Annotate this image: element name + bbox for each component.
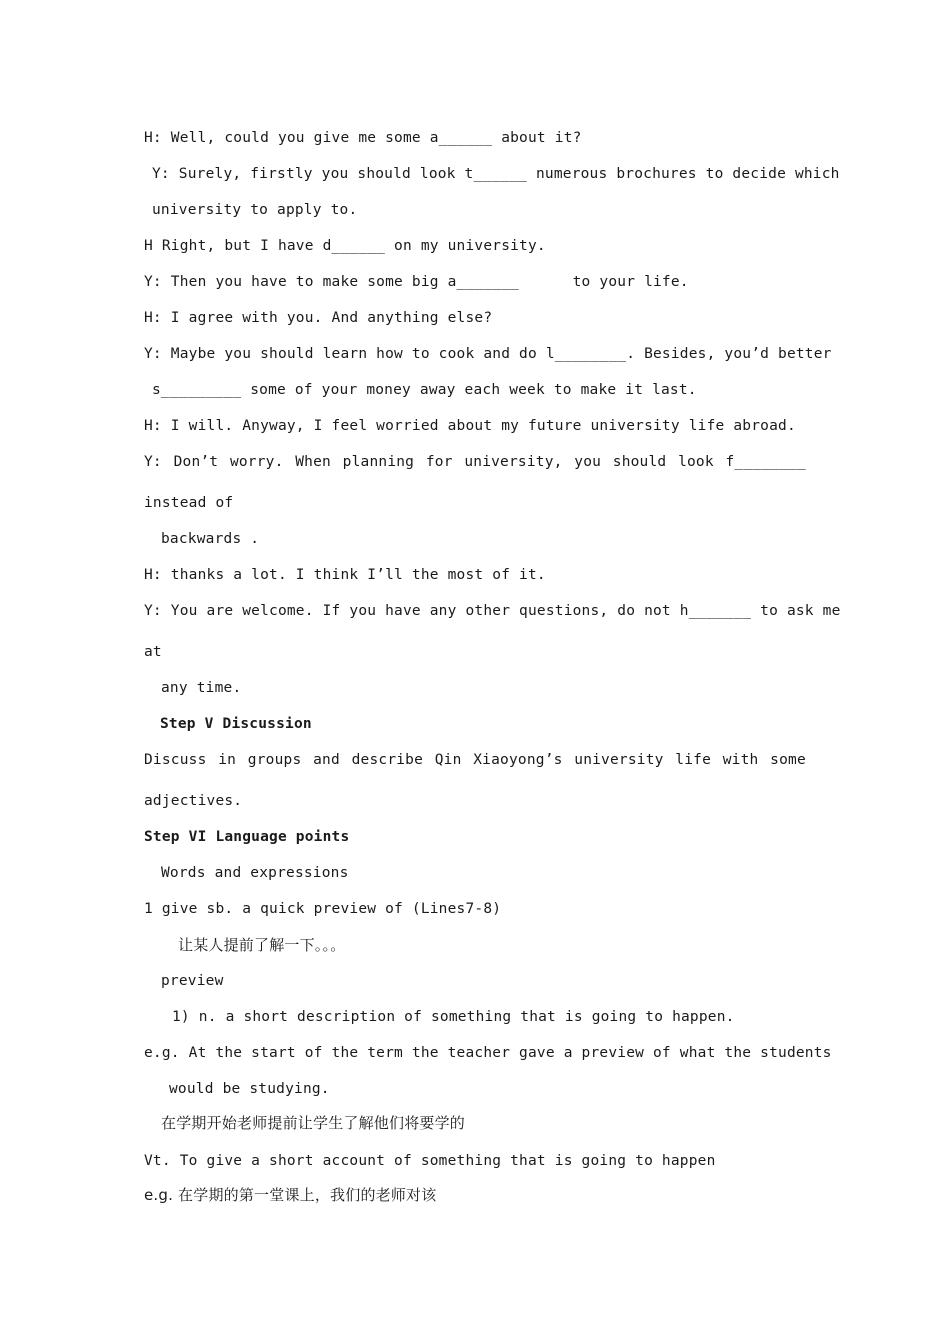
word: with xyxy=(722,752,759,768)
word: in xyxy=(218,752,237,768)
word: worry. xyxy=(229,454,284,470)
dialogue-line: H: I agree with you. And anything else? xyxy=(144,310,493,326)
vocab-item: 1 give sb. a quick preview of (Lines7-8) xyxy=(144,901,502,917)
example: e.g. 在学期的第一堂课上，我们的老师对该 xyxy=(144,1186,437,1204)
discussion-line: adjectives. xyxy=(144,793,243,809)
dialogue-line: instead of xyxy=(144,495,234,511)
word: Qin xyxy=(434,752,462,768)
word: should xyxy=(612,454,667,470)
example: e.g. At the start of the term the teacher gave a preview of what the students xyxy=(144,1045,832,1061)
section-heading-step5: Step V Discussion xyxy=(160,716,312,732)
chinese-translation: 让某人提前了解一下。。。 xyxy=(178,936,346,954)
dialogue-line: H: thanks a lot. I think I’ll the most of it. xyxy=(144,567,546,583)
definition: Vt. To give a short account of something that is going to happen xyxy=(144,1153,716,1169)
dialogue-line: at xyxy=(144,644,162,660)
section-heading-step6: Step VI Language points xyxy=(144,829,350,845)
word: groups xyxy=(247,752,302,768)
word: for xyxy=(425,454,453,470)
discussion-line-justified xyxy=(144,750,806,770)
word: describe xyxy=(351,752,424,768)
subheading: Words and expressions xyxy=(161,865,349,881)
dialogue-line: s_________ some of your money away each week to make it last. xyxy=(152,382,697,398)
dialogue-line: backwards . xyxy=(161,531,260,547)
dialogue-line: any time. xyxy=(161,680,242,696)
vocab-word: preview xyxy=(161,973,224,989)
word: some xyxy=(770,752,806,768)
word: university xyxy=(574,752,664,768)
word: and xyxy=(313,752,340,768)
definition: 1) n. a short description of something that is going to happen. xyxy=(172,1009,735,1025)
word: Don’t xyxy=(173,454,219,470)
word: life xyxy=(675,752,712,768)
word: university, xyxy=(464,454,563,470)
word: f________ xyxy=(725,454,806,470)
dialogue-line: H Right, but I have d______ on my university. xyxy=(144,238,546,254)
dialogue-line: H: Well, could you give me some a______ about it? xyxy=(144,130,582,146)
dialogue-line: H: I will. Anyway, I feel worried about my future university life abroad. xyxy=(144,418,796,434)
word: When xyxy=(295,454,331,470)
dialogue-line: Y: Maybe you should learn how to cook and do l________. Besides, you’d better xyxy=(144,346,832,362)
word: Discuss xyxy=(144,752,207,768)
dialogue-line: university to apply to. xyxy=(152,202,358,218)
word: Y: xyxy=(144,454,162,470)
dialogue-line-justified xyxy=(144,452,806,472)
dialogue-line: Y: You are welcome. If you have any other questions, do not h_______ to ask me xyxy=(144,603,841,619)
word: you xyxy=(574,454,602,470)
dialogue-line: Y: Then you have to make some big a_______ to your life. xyxy=(144,274,689,290)
example: would be studying. xyxy=(169,1081,330,1097)
word: planning xyxy=(342,454,415,470)
word: look xyxy=(678,454,714,470)
word: Xiaoyong’s xyxy=(473,752,563,768)
chinese-translation: 在学期开始老师提前让学生了解他们将要学的 xyxy=(161,1114,466,1132)
dialogue-line: Y: Surely, firstly you should look t______ numerous brochures to decide which xyxy=(152,166,840,182)
